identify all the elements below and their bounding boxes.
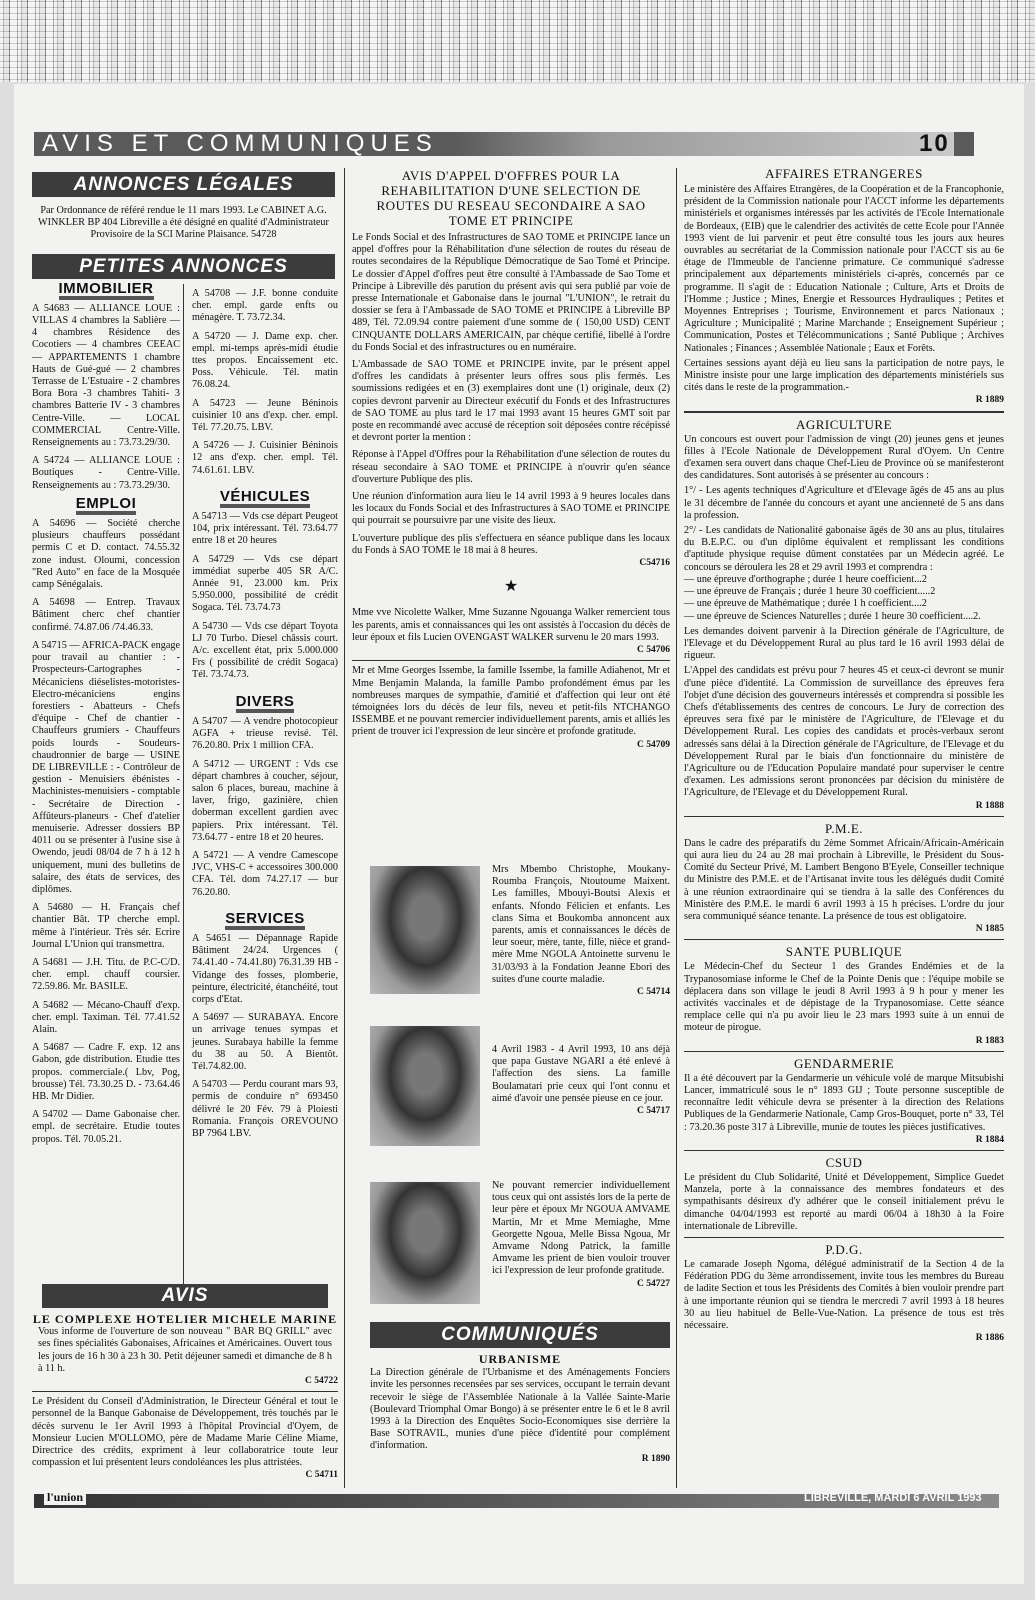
csud-title: CSUD <box>825 1155 863 1171</box>
legales-banner: ANNONCES LÉGALES <box>32 172 335 197</box>
ngari-text: 4 Avril 1983 - 4 Avril 1993, 10 ans déjà que papa Gustave NGARI a été enlevé à l'affection des siens. La famille Boulamatari prie ceux qui l'ont connu et aimé d'avoir une pensée pieuse en ce jour. <box>492 1044 670 1104</box>
gend-text: Il a été découvert par la Gendarmerie un véhicule volé de marque Mitsubishi Lancer, immatriculé sous le n° 1893 GIJ ; Toute personne susceptible de reconnaître ledit véhicule devra se présenter à la direction des Relations Publiques de la Gendarmerie Nationale, Camp Gros-Bouquet, porte n° 33, Tél : 73.20.36 poste 317 à Libreville, munie de toutes les pièces justificatives. <box>684 1072 1004 1133</box>
portrait-photo <box>370 866 480 994</box>
list-item: A 54720 — J. Dame exp. cher. empl. mi-temps après-midi étudie ttes propos. Encaissement etc. Poss. Véhicule. Tél. matin 76.08.24. <box>192 330 338 391</box>
urbanisme-ref: R 1890 <box>641 1453 670 1464</box>
agri-p2: 1°/ - Les agents techniques d'Agriculture et d'Elevage âgés de 45 ans au plus le 31 décembre de l'année du concours et ayant une ancienneté de 5 ans dans la profession. <box>684 485 1004 521</box>
ngari-ref: C 54717 <box>637 1106 670 1117</box>
avis-section <box>32 1284 338 1482</box>
appel-ref: C54716 <box>639 558 670 569</box>
page-number: 10 <box>919 130 950 157</box>
walker-ref: C 54706 <box>637 645 670 656</box>
divider <box>684 816 1004 817</box>
divider <box>684 939 1004 940</box>
list-item: A 54703 — Perdu courant mars 93, permis de conduire n° 693450 délivré le 20 Fév. 79 à Ploiesti Romania. François OREVOUNO BP 7964 LBV. <box>192 1079 338 1139</box>
scan-noise-overlay <box>0 0 1035 82</box>
list-item: A 54724 — ALLIANCE LOUE : Boutiques - Centre-Ville. Renseignements au : 73.73.29/30. <box>32 455 180 491</box>
ae-title: AFFAIRES ETRANGERES <box>765 166 923 181</box>
divider <box>684 1150 1004 1151</box>
agri-list-item: — une épreuve de Français ; durée 1 heure 30 coefficient.....2 <box>684 586 936 598</box>
portrait-photo <box>370 1026 480 1146</box>
appel-p2: L'Ambassade de SAO TOME et PRINCIPE invite, par le présent appel d'offres les candidats à présenter leurs offres sous plis fermés. Les soumissions redigées et en (3) exemplaires dont une (1) originale, deux (2) copies devront parvenir au Directeur exécutif du Fonds et des Infrastructures de SAO TOME au plus tard le 17 mai 1993 avant 15 heures GMT soit par poste en recommandé avec accusé de réception soit déposées contre récépissé et devront porter la mention : <box>352 359 670 444</box>
avis-banner: AVIS <box>42 1284 328 1308</box>
masthead <box>34 132 999 158</box>
divider <box>676 168 677 1488</box>
list-item: A 54683 — ALLIANCE LOUE : VILLAS 4 chambres la Sablière — 4 chambres Résidence des Cocotiers — 4 chambres CEEAC — APPARTEMENTS 1 chambre Hauts de Gué-gué — 2 chambres Terrasse de L'Estuaire - 2 chambres Bora Bora -3 chambres Tahiti- 3 chambres Batterie IV - 3 chambres Centre-Ville. — LOCAL COMMERCIAL Centre-Ville. Renseignements au : 73.73.29/30. <box>32 302 180 449</box>
appel-p4: Une réunion d'information aura lieu le 14 avril 1993 à 9 heures locales dans les locaux du Fonds Social et des Infrastructures à SAO TOME et PRINCIPE qui pourrait se poursuivre par une visite des lieux. <box>352 491 670 527</box>
agri-p5: L'Appel des candidats est prévu pour 7 heures 45 et ceux-ci devront se munir d'une pièce d'identité. La Commission de surveillance des épreuves fera l'objet d'une décision des gouverneurs intéressés et comprendra si possible les Chefs d'établissements des centres de concours. Le Jury de correction des épreuves sera fixé par le ministère de l'Agriculture, de l'Elevage et du Développement Rural. Les copies des candidats et procès-verbaux seront adressés sans délai à la Direction générale de l'Agriculture, de l'Elevage et du Développement Rural par le biais d'un fonctionnaire du ministère de l'Agriculture ou de l'Education Populaire mandaté pour superviser le centre d'examen. Les admissions seront prononcées par décision du ministère de l'Agriculture, de l'Elevage et du Développement Rural. <box>684 665 1004 799</box>
list-item: A 54698 — Entrep. Travaux Bâtiment cherc chef chantier confirmé. 74.87.06 /74.46.33. <box>32 597 180 633</box>
agri-list-item: — une épreuve de Sciences Naturelles ; durée 1 heure 30 coefficient....2. <box>684 610 981 622</box>
vehicules-heading: VÉHICULES <box>192 491 338 508</box>
list-item: A 54730 — Vds cse départ Toyota LJ 70 Turbo. Diesel châssis court. A/c. excellent état, prix 5.000.000 Frs ( possibilité de crédit Sogaca) Tél. 73.74.73. <box>192 620 338 681</box>
list-item: A 54707 — A vendre photocopieur AGFA + trieuse revisé. Tél. 76.20.80. Prix 1 million CFA. <box>192 715 338 752</box>
appel-title: AVIS D'APPEL D'OFFRES POUR LA REHABILITATION D'UNE SELECTION DE ROUTES DU RESEAU SECONDAIRE A SAO TOME ET PRINCIPE <box>376 168 646 228</box>
hotel-title: LE COMPLEXE HOTELIER MICHELE MARINE <box>32 1312 338 1326</box>
emploi-heading: EMPLOI <box>32 498 180 515</box>
ae-p2: Certaines sessions ayant déjà eu lieu sans la participation de notre pays, le Ministre insiste pour une large implication des départements ministériels sus cités dans le reste de la programmation.- <box>684 357 1004 394</box>
list-item: A 54726 — J. Cuisinier Béninois 12 ans d'exp. cher. empl. Tél. 74.61.61. LBV. <box>192 440 338 476</box>
communiques-banner: COMMUNIQUÉS <box>370 1322 670 1348</box>
pdg-title: P.D.G. <box>825 1242 863 1258</box>
divider <box>684 1237 1004 1238</box>
list-item: A 54687 — Cadre F. exp. 12 ans Gabon, gde distribution. Etudie ttes propos. commerciale.( Lbv, Pog, brousse) Tél. 73.30.25 D. - 73.64.46 HB. Mr Didier. <box>32 1042 180 1102</box>
list-item: A 54702 — Dame Gabonaise cher. empl. de secrétaire. Etudie toutes propos. Tél. 70.05.21. <box>32 1109 180 1145</box>
column-1-left <box>32 279 180 1146</box>
agri-list-item: — une épreuve d'orthographe ; durée 1 heure coefficient...2 <box>684 573 927 585</box>
column-2 <box>192 288 338 1146</box>
paper-name: l'union <box>44 1490 86 1505</box>
divers-heading: DIVERS <box>192 696 338 713</box>
urbanisme-text: La Direction générale de l'Urbanisme et des Aménagements Fonciers invite les personnes recensées par ses services, occupant le terrain devant recevoir le siège de l'Assemblée Nationale à la Vallée Sainte-Marie (Boulevard Triomphal Omar Bongo) à se présenter entre le 6 et le 8 avril 1993 à la Direction des Enquêtes Socio-Economiques sise derrière la Base SOTRAVIL, munies d'une pièce d'identité pour complément d'information. <box>370 1367 670 1452</box>
masthead-gradient <box>454 132 954 156</box>
dateline: LIBREVILLE, MARDI 6 AVRIL 1993 <box>804 1492 982 1504</box>
banque-ref: C 54711 <box>305 1470 338 1481</box>
appel-p1: Le Fonds Social et des Infrastructures de SAO TOME et PRINCIPE lance un appel d'offres pour la Réhabilitation d'une sélection de routes du réseau de routes secondaires de la République Démocratique de Sao Tomé et Principe. Le dossier d'Appel d'offres peut être consulté à l'Ambassade de Sao Tome et Principe à Libreville dès parution du présent avis qui sera publié par voie de presse Internationale et Gabonaise dans le journal "L'UNION", le retrait du dossier se fera à l'Ambassade de SAO TOME et PRINCIPE à Libreville BP 489, Tél. 72.09.94 contre paiement d'une somme de ( 150,00 USD) CENT CINQUANTE DOLLARS AMERICAIN, par chèque certifié, libellé à l'ordre du Fonds Social et des infrastructures ou en numéraire. <box>352 232 670 353</box>
masthead-title: AVIS ET COMMUNIQUES <box>42 130 438 157</box>
mbembo-notice <box>492 864 670 998</box>
divider <box>352 660 670 661</box>
agri-p1: Un concours est ouvert pour l'admission de vingt (20) jeunes gens et jeunes filles à l'Ecole Nationale de Développement Rural d'Oyem. Un Centre d'examen sera ouvert dans chaque Chef-Lieu de Province où se manifesteront des candidatures. Sont autorisés à se présenter au concours : <box>684 433 1004 482</box>
divider <box>183 284 184 1284</box>
list-item: A 54713 — Vds cse départ Peugeot 104, prix intéressant. Tél. 73.64.77 entre 18 et 20 heures <box>192 511 338 547</box>
agri-p3: 2°/ - Les candidats de Nationalité gabonaise âgés de 30 ans au plus, titulaires du B.E.P.C. ou d'un diplôme équivalent et remplissant les conditions d'aptitude physique requise dûment constatées par un Médecin agréé. Le concours se déroulera les 28 et 29 avril 1993 et comprendra : <box>684 525 1004 573</box>
list-item: A 54729 — Vds cse départ immédiat superbe 405 SR A/C. Année 91, 23.000 km. Prix 5.950.000, possibilité de crédit Sogaca. Tél. 73.74.73 <box>192 553 338 614</box>
appel-p3: Réponse à l'Appel d'Offres pour la Réhabilitation d'une sélection de routes du réseau secondaire à SAO TOME et PRINCIPE à n'ouvrir qu'en séance d'ouverture Publique des plis. <box>352 449 670 485</box>
petites-annonces-banner: PETITES ANNONCES <box>32 254 335 279</box>
amvame-text: Ne pouvant remercier individuellement tous ceux qui ont assistés lors de la perte de leur père et époux Mr NGOUA AMVAME Martin, Mr et Mme Memiaghe, Mme Georgette Ngoua, Melle Bissa Ngoua, Mr Amvame Ndong Patrick, la famille Amvame les prient de bien vouloir trouver ici l'expression de leur profonde gratitude. <box>492 1180 670 1277</box>
portrait-photo <box>370 1182 480 1304</box>
column-3 <box>352 168 670 751</box>
appel-p5: L'ouverture publique des plis s'effectuera en séance publique dans les locaux du Fonds à SAO TOME le 18 mai à 8 heures. <box>352 532 670 556</box>
hotel-ref: C 54722 <box>305 1376 338 1387</box>
pdg-ref: R 1886 <box>975 1333 1004 1344</box>
communiques-section <box>370 1322 670 1465</box>
agri-title: AGRICULTURE <box>795 416 893 432</box>
newspaper-page <box>14 84 1024 1584</box>
star-icon: ★ <box>503 578 519 596</box>
list-item: A 54651 — Dépannage Rapide Bâtiment 24/24. Urgences ( 74.41.40 - 74.41.80) 76.31.39 HB - Vidange des fosses, plomberie, peinture, électricité, étanchéité, tout corps d'Etat. <box>192 932 338 1005</box>
agri-list-item: — une épreuve de Mathématique ; durée 1 h coefficient....2 <box>684 598 927 610</box>
mbembo-ref: C 54714 <box>637 987 670 998</box>
list-item: A 54721 — A vendre Camescope JVC, VHS-C + accessoires 300.000 CFA. Tél. dom 74.27.17 — bur 76.20.80. <box>192 849 338 898</box>
pme-title: P.M.E. <box>824 820 864 836</box>
pme-text: Dans le cadre des préparatifs du 2ème Sommet Africain/Africain-Américain qui aura lieu du 24 au 28 mai prochain à Libreville, le Président du Sous-Comité du Secteur Privé, M. Lambert Bengono B'Eyele, Conseiller technique du Ministre des P.M.E. et de l'Artisanat invite tous les délégués dudit Comité à une réunion extraordinaire qui se tiendra à la salle des Conférences du Ministère des P.M.E. le mardi 6 avril 1993 à 15 h précises. L'ordre du jour sera communiqué séance tenante. La présence de tous est obligatoire. <box>684 837 1004 922</box>
list-item: A 54681 — J.H. Titu. de P.C-C/D. cher. empl. chauff coursier. 72.59.86. Mr. BASILE. <box>32 956 180 993</box>
divider <box>684 1051 1004 1052</box>
mbembo-text: Mrs Mbembo Christophe, Moukany-Roumba François, Ntoutoume Maixent. Les familles, Mbouyi-Boutsi Alexis et enfants. Nfondo Félicien et enfants. Les clans Sima et Boukomba annoncent aux parents, amis et connaissances le décès de leur soeur, mère, tante, fille, nièce et grand-mère Mme NGOLA Antoinette survenu le 31/03/93 à la Fondation Jeanne Ebori des suites d'une courte maladie. <box>492 864 670 985</box>
amvame-ref: C 54727 <box>637 1278 670 1289</box>
list-item: A 54712 — URGENT : Vds cse départ chambres à coucher, séjour, salon 6 places, bureau, machine à laver, frigo, gazinière, chien doberman excellent gardien avec papiers. Prix intéressant. Tél. 73.64.77 - entre 18 et 20 heures. <box>192 758 338 843</box>
divider <box>684 411 1004 413</box>
agri-p4: Les demandes doivent parvenir à la Direction générale de l'Agriculture, de l'Elevage et du Développement Rural au plus tard le 16 avril 1993 délai de rigueur. <box>684 625 1004 662</box>
sante-ref: R 1883 <box>975 1035 1004 1046</box>
list-item: A 54723 — Jeune Béninois cuisinier 10 ans d'exp. cher. empl. Tél. 77.20.75. LBV. <box>192 397 338 434</box>
csud-text: Le président du Club Solidarité, Unité et Développement, Simplice Guedet Manzela, porte à la connaissance des membres fondateurs et des sympathisants désireux d'y adhérer que le conseil initialement prévu le dimanche 04/04/1993 est reporté au mardi 06/04 à 18h30 à la Foire internationale de Libreville. <box>684 1172 1004 1232</box>
sante-title: SANTE PUBLIQUE <box>785 944 903 960</box>
gend-ref: R 1884 <box>975 1134 1004 1145</box>
column-4 <box>684 166 1004 1344</box>
services-heading: SERVICES <box>192 913 338 930</box>
issembe-ref: C 54709 <box>637 739 670 750</box>
issembe-text: Mr et Mme Georges Issembe, la famille Issembe, la famille Adiahenot, Mr et Mme Benjamin Malanda, la famille Pambo profondément émus par les nombreuses marques de sympathie, d'amitié et d'affection qui leur ont été témoignées lors du décès de leur fils, neveu et petit-fils NTCHANGO ISSEMBE et ne pouvant remercier individuellement parents, amis et alliés les prient de trouver ici l'expression de leur sincère et profonde gratitude. <box>352 665 670 738</box>
ae-ref: R 1889 <box>975 395 1004 406</box>
sante-text: Le Médecin-Chef du Secteur 1 des Grandes Endémies et de la Trypanosomiase informe le Chef de la Pointe Denis que : l'équipe mobile se déplacera dans son village le jeudi 8 Avril 1993 à 9 h pour y mener les activités vaccinales et de dépistage de la Trypanosomiase. Cette séance remplace celle qui n'a pu avoir lieu le 23 mars 1993 suite à un ennui de moteur de pirogue. <box>684 961 1004 1034</box>
ngari-notice <box>492 1044 670 1117</box>
list-item: A 54708 — J.F. bonne conduite cher. empl. garde enfts ou ménagère. T. 73.72.34. <box>192 288 338 324</box>
list-item: A 54715 — AFRICA-PACK engage pour travail au chantier : - Prospecteurs-Cartographes - Mécaniciens diéselistes-motoristes-Electro-mécaniciens engins forestiers - Abatteurs - Chefs d'équipe - Chef de chantier - Chauffeurs grumiers - Chauffeurs poids lourds - Soudeurs-chaudronnier de barge — USINE DE LIBREVILLE : - Contrôleur de gestion - Menuisiers ébénistes - Machinistes-menuisiers - comptable - Secrétaire de Direction - Affûteurs-planeurs - Chef d'atelier menuiserie. Adresser dossiers BP 4011 ou se présenter à l'usine sise à Owendo, jeudi 08/04 de 7 h à 12 h uniquement, muni des bulletins de salaire, des états de services, des diplômes. <box>32 639 180 895</box>
immobilier-heading: IMMOBILIER <box>32 283 180 300</box>
walker-text: Mme vve Nicolette Walker, Mme Suzanne Ngouanga Walker remercient tous les parents, amis et connaissances qui les ont assistés à l'occasion du décès de leur époux et fils Lucien OVENGAST WALKER survenu le 20 mars 1993. <box>352 607 670 643</box>
ae-p1: Le ministère des Affaires Etrangères, de la Coopération et de la Francophonie, président de la Commission nationale pour l'ACCT informe les départements ministériels et organismes intéressés par les activités de l'Ecole Internationale de Bordeaux, (EIB) que le calendrier des activités de cette Ecole pour l'Année 1993 vient de lui parvenir et peut être consulté tous les jours aux heures ouvrables au secrétariat de la Commission nationale pour l'ACCT sis au 6e étage de l'Immeuble de l'ancienne primature. Ce communiqué s'adresse principalement aux départements ministériels ci-après, concernés par ce programme. Il s'agit de : Education Nationale ; Culture, Arts et Droits de l'Homme ; Justice ; Mines, Energie et Ressources Hydrauliques ; Petites et Moyennes Entreprises ; Tourisme, Environnement et parcs Nationaux ; Agriculture ; Municipalité ; Marine Marchande ; Enseignement Supérieur ; Communication, Postes et Télécommunications ; Santé Publique ; Archives Nationales ; Finances ; Assemblée Nationale ; Eaux et Forêts. <box>684 184 1004 354</box>
urbanisme-title: URBANISME <box>478 1352 562 1366</box>
gend-title: GENDARMERIE <box>793 1055 895 1071</box>
divider <box>32 1391 338 1392</box>
banque-text: Le Président du Conseil d'Administration, le Directeur Général et tout le personnel de la Banque Gabonaise de Développement, très touchés par le décès survenu le 1er Avril 1993 à l'hôpital Provincial d'Oyem, de Monsieur Lucien M'OLLOMO, père de Madame Marie Céline Miame, Directrice des crédits, expriment à leur collaboratrice toute leur compassion et lui présentent leurs condoléances les plus attristées. <box>32 1396 338 1469</box>
pdg-text: Le camarade Joseph Ngoma, délégué administratif de la Section 4 de la Fédération PDG du 3ème arrondissement, invite tous les membres du Bureau de ladite Section et tous les Présidents des Comités à bien vouloir prendre part à une importante réunion qui se tiendra le mercredi 7 avril 1993 à 18 heures 30 au lieu habituel de Belle-Vue-Nation. La présence de tous est très nécessaire. <box>684 1259 1004 1332</box>
list-item: A 54680 — H. Français chef chantier Bât. TP cherche empl. même à l'intérieur. Très sér. Ecrire Journal L'Union qui transmettra. <box>32 902 180 950</box>
divider <box>344 168 345 1488</box>
amvame-notice <box>492 1180 670 1290</box>
hotel-text: Vous informe de l'ouverture de son nouveau " BAR BQ GRILL" avec ses fines spécialités Gabonaises, Africaines et Américaines. Ouvert tous les jours de 16 h 30 à 23 h 30. Petit déjeuner samedi et dimanche de 8 h à 11 h. <box>38 1326 332 1374</box>
list-item: A 54696 — Société cherche plusieurs chauffeurs possédant permis C et D. contact. 74.55.32 zone indust. Oloumi, concession "Red Auto" en face de la Mosquée camp Sénégalais. <box>32 518 180 591</box>
legales-text: Par Ordonnance de référé rendue le 11 mars 1993. Le CABINET A.G. WINKLER BP 404 Libreville a été désigné en qualité d'Administrateur Provisoire de la SCI Marine Plaisance. 54728 <box>38 205 329 241</box>
list-item: A 54697 — SURABAYA. Encore un arrivage tenues sympas et jeunes. Surabaya habille la femme du 38 au 50. A Bientôt. Tél.74.82.00. <box>192 1012 338 1072</box>
agri-ref: R 1888 <box>975 800 1004 811</box>
pme-ref: N 1885 <box>975 924 1004 935</box>
list-item: A 54682 — Mécano-Chauff d'exp. cher. empl. Taximan. Tél. 77.41.52 Alain. <box>32 999 180 1035</box>
